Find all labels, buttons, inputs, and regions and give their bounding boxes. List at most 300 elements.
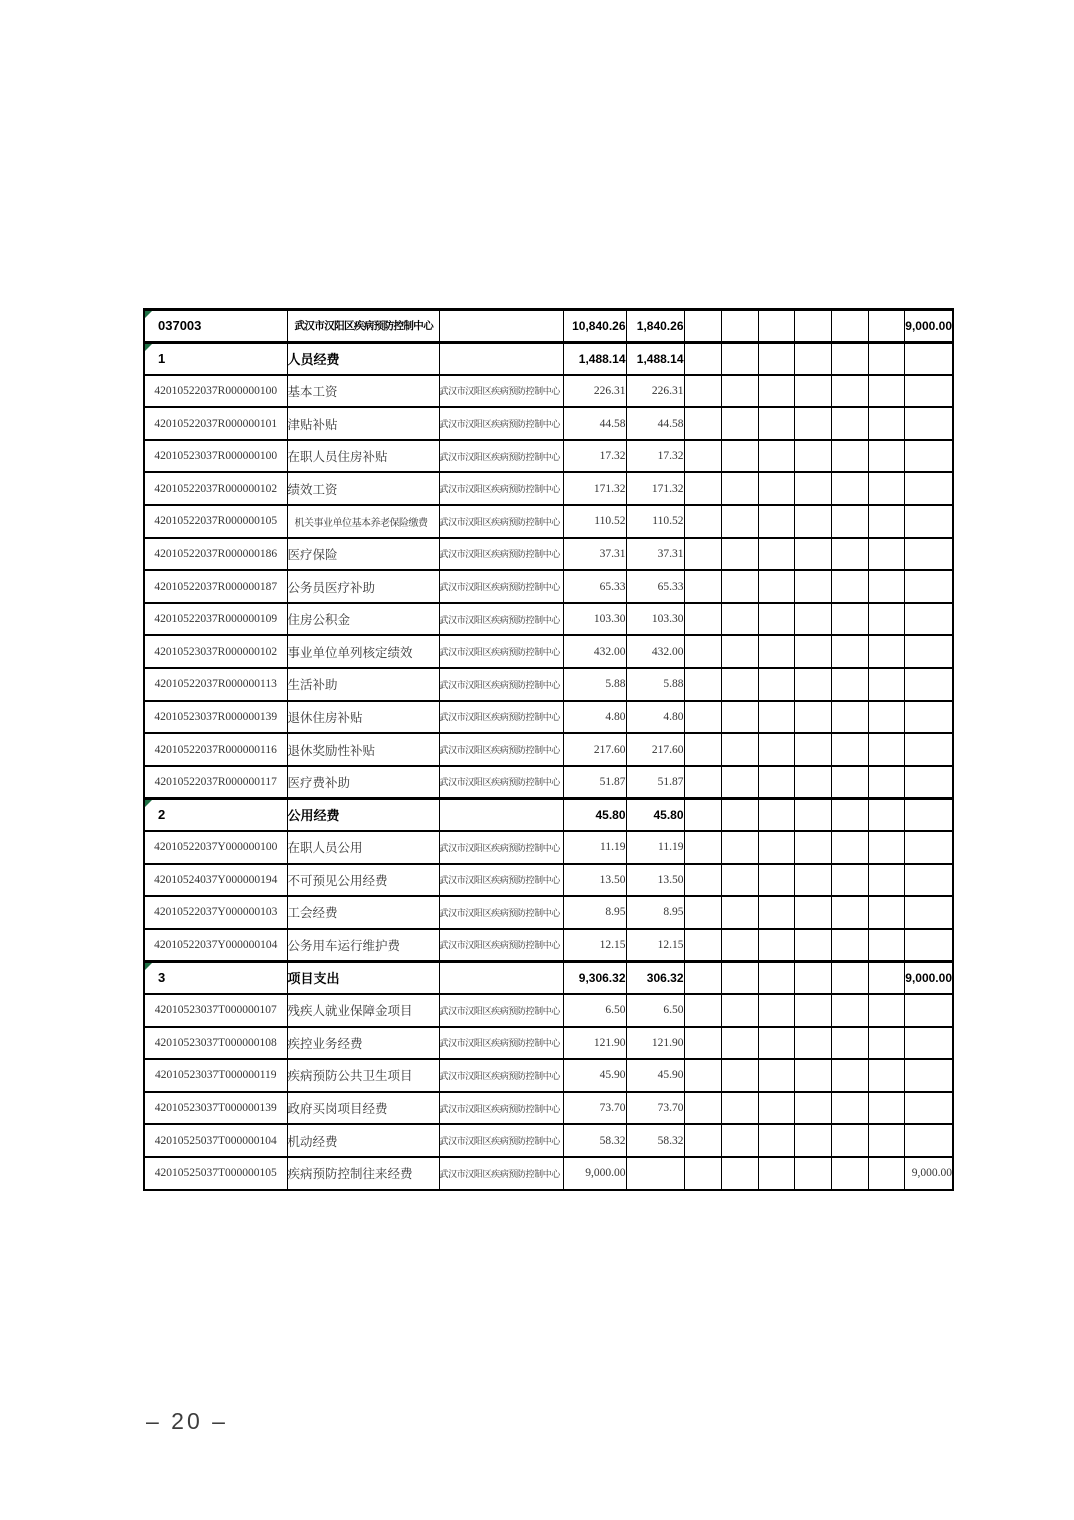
cell-amount-other	[904, 798, 953, 831]
cell-empty	[831, 929, 868, 962]
cell-empty	[794, 310, 831, 343]
cell-item-name: 退休住房补贴	[287, 701, 439, 734]
cell-empty	[868, 929, 904, 962]
cell-amount-fiscal: 12.15	[626, 929, 684, 962]
cell-empty	[868, 701, 904, 734]
cell-amount-other	[904, 766, 953, 799]
cell-amount-fiscal: 306.32	[626, 961, 684, 994]
cell-empty	[684, 929, 721, 962]
cell-empty	[684, 1092, 721, 1125]
cell-unit-name: 武汉市汉阳区疾病预防控制中心	[439, 635, 563, 668]
cell-code: 42010523037T000000108	[144, 1027, 287, 1060]
cell-empty	[794, 635, 831, 668]
cell-empty	[758, 831, 794, 864]
cell-unit-name: 武汉市汉阳区疾病预防控制中心	[439, 407, 563, 440]
detail-row	[144, 701, 953, 734]
cell-amount-other	[904, 505, 953, 538]
cell-item-name: 工会经费	[287, 896, 439, 929]
cell-empty	[794, 701, 831, 734]
cell-empty	[794, 831, 831, 864]
cell-unit-name: 武汉市汉阳区疾病预防控制中心	[439, 505, 563, 538]
detail-row	[144, 635, 953, 668]
cell-unit-name: 武汉市汉阳区疾病预防控制中心	[439, 1059, 563, 1092]
detail-row	[144, 668, 953, 701]
cell-item-name: 武汉市汉阳区疾病预防控制中心	[287, 310, 439, 343]
cell-empty	[831, 961, 868, 994]
cell-empty	[684, 505, 721, 538]
cell-code: 42010522037R000000105	[144, 505, 287, 538]
cell-empty	[758, 505, 794, 538]
cell-empty	[758, 538, 794, 571]
cell-empty	[868, 570, 904, 603]
cell-code: 42010522037R000000187	[144, 570, 287, 603]
cell-amount-fiscal: 17.32	[626, 440, 684, 473]
cell-unit-name: 武汉市汉阳区疾病预防控制中心	[439, 1124, 563, 1157]
cell-amount-total: 45.90	[563, 1059, 626, 1092]
cell-empty	[831, 1124, 868, 1157]
cell-empty	[684, 472, 721, 505]
cell-empty	[684, 668, 721, 701]
cell-amount-total: 13.50	[563, 864, 626, 897]
cell-empty	[831, 1027, 868, 1060]
cell-empty	[721, 1124, 758, 1157]
cell-empty	[758, 342, 794, 375]
cell-empty	[831, 831, 868, 864]
cell-empty	[868, 538, 904, 571]
cell-unit-name: 武汉市汉阳区疾病预防控制中心	[439, 994, 563, 1027]
cell-amount-fiscal: 4.80	[626, 701, 684, 734]
cell-empty	[684, 798, 721, 831]
cell-empty	[794, 603, 831, 636]
cell-empty	[721, 668, 758, 701]
detail-row	[144, 1059, 953, 1092]
cell-empty	[721, 1027, 758, 1060]
cell-amount-fiscal: 5.88	[626, 668, 684, 701]
cell-amount-total: 103.30	[563, 603, 626, 636]
cell-empty	[758, 375, 794, 408]
cell-empty	[868, 668, 904, 701]
cell-amount-fiscal: 1,840.26	[626, 310, 684, 343]
detail-row	[144, 375, 953, 408]
cell-empty	[684, 961, 721, 994]
cell-amount-fiscal: 45.80	[626, 798, 684, 831]
cell-amount-total: 4.80	[563, 701, 626, 734]
cell-empty	[831, 1157, 868, 1190]
page-number: – 20 –	[146, 1408, 228, 1434]
cell-amount-total: 110.52	[563, 505, 626, 538]
cell-amount-fiscal: 45.90	[626, 1059, 684, 1092]
cell-code: 42010522037R000000113	[144, 668, 287, 701]
cell-code: 42010522037R000000101	[144, 407, 287, 440]
cell-amount-total: 171.32	[563, 472, 626, 505]
cell-amount-total: 44.58	[563, 407, 626, 440]
cell-empty	[794, 342, 831, 375]
cell-empty	[721, 603, 758, 636]
cell-amount-fiscal: 51.87	[626, 766, 684, 799]
cell-code: 42010525037T000000105	[144, 1157, 287, 1190]
cell-empty	[721, 864, 758, 897]
cell-empty	[868, 603, 904, 636]
cell-amount-other	[904, 994, 953, 1027]
cell-code: 42010522037Y000000104	[144, 929, 287, 962]
cell-amount-fiscal: 44.58	[626, 407, 684, 440]
cell-empty	[831, 733, 868, 766]
cell-empty	[868, 440, 904, 473]
detail-row	[144, 896, 953, 929]
cell-amount-fiscal: 110.52	[626, 505, 684, 538]
cell-item-name: 医疗保险	[287, 538, 439, 571]
detail-row	[144, 864, 953, 897]
cell-amount-other: 9,000.00	[904, 1157, 953, 1190]
cell-item-name: 项目支出	[287, 961, 439, 994]
cell-item-name: 退休奖励性补贴	[287, 733, 439, 766]
cell-empty	[758, 1059, 794, 1092]
cell-empty	[758, 896, 794, 929]
cell-item-name: 政府买岗项目经费	[287, 1092, 439, 1125]
cell-unit-name: 武汉市汉阳区疾病预防控制中心	[439, 864, 563, 897]
cell-amount-total: 11.19	[563, 831, 626, 864]
cell-empty	[831, 603, 868, 636]
cell-code: 42010523037R000000139	[144, 701, 287, 734]
cell-empty	[794, 570, 831, 603]
cell-empty	[758, 994, 794, 1027]
cell-unit-name: 武汉市汉阳区疾病预防控制中心	[439, 1027, 563, 1060]
cell-unit-name: 武汉市汉阳区疾病预防控制中心	[439, 603, 563, 636]
cell-empty	[831, 505, 868, 538]
cell-empty	[868, 1124, 904, 1157]
cell-empty	[868, 407, 904, 440]
cell-code-flagged: 3	[144, 961, 287, 994]
cell-amount-other: 9,000.00	[904, 310, 953, 343]
cell-amount-other	[904, 1124, 953, 1157]
detail-row	[144, 1124, 953, 1157]
cell-amount-total: 432.00	[563, 635, 626, 668]
cell-empty	[758, 961, 794, 994]
cell-amount-fiscal: 432.00	[626, 635, 684, 668]
detail-row	[144, 440, 953, 473]
cell-empty	[684, 1027, 721, 1060]
cell-empty	[721, 472, 758, 505]
detail-row	[144, 1157, 953, 1190]
cell-empty	[868, 733, 904, 766]
cell-empty	[684, 994, 721, 1027]
cell-item-name: 疾病预防公共卫生项目	[287, 1059, 439, 1092]
cell-amount-other	[904, 896, 953, 929]
cell-amount-other	[904, 864, 953, 897]
cell-item-name: 事业单位单列核定绩效	[287, 635, 439, 668]
cell-amount-other	[904, 635, 953, 668]
summary-row	[144, 798, 953, 831]
cell-empty	[868, 375, 904, 408]
cell-amount-total: 45.80	[563, 798, 626, 831]
cell-amount-total: 12.15	[563, 929, 626, 962]
cell-empty	[868, 896, 904, 929]
budget-table	[143, 308, 954, 1191]
cell-empty	[794, 668, 831, 701]
cell-empty	[758, 1157, 794, 1190]
cell-empty	[758, 1027, 794, 1060]
cell-empty	[721, 831, 758, 864]
cell-amount-fiscal: 58.32	[626, 1124, 684, 1157]
cell-code: 42010522037R000000109	[144, 603, 287, 636]
cell-empty	[758, 407, 794, 440]
cell-item-name: 不可预见公用经费	[287, 864, 439, 897]
cell-amount-other	[904, 375, 953, 408]
cell-unit-name: 武汉市汉阳区疾病预防控制中心	[439, 570, 563, 603]
cell-code: 42010523037T000000107	[144, 994, 287, 1027]
cell-amount-other	[904, 733, 953, 766]
cell-empty	[721, 766, 758, 799]
cell-empty	[684, 1059, 721, 1092]
cell-empty	[831, 1059, 868, 1092]
cell-empty	[794, 1092, 831, 1125]
cell-unit-name: 武汉市汉阳区疾病预防控制中心	[439, 733, 563, 766]
cell-empty	[684, 342, 721, 375]
cell-unit-name	[439, 798, 563, 831]
cell-empty	[758, 635, 794, 668]
cell-empty	[721, 635, 758, 668]
cell-item-name: 在职人员住房补贴	[287, 440, 439, 473]
cell-item-name: 公用经费	[287, 798, 439, 831]
cell-unit-name	[439, 961, 563, 994]
cell-empty	[794, 1157, 831, 1190]
cell-empty	[758, 1124, 794, 1157]
cell-empty	[721, 310, 758, 343]
cell-empty	[868, 472, 904, 505]
cell-empty	[794, 1059, 831, 1092]
cell-code-flagged: 2	[144, 798, 287, 831]
cell-code: 42010522037R000000186	[144, 538, 287, 571]
cell-empty	[831, 896, 868, 929]
cell-amount-total: 6.50	[563, 994, 626, 1027]
cell-empty	[721, 342, 758, 375]
cell-code: 42010523037R000000102	[144, 635, 287, 668]
cell-item-name: 住房公积金	[287, 603, 439, 636]
cell-empty	[684, 635, 721, 668]
cell-empty	[684, 603, 721, 636]
cell-amount-fiscal: 121.90	[626, 1027, 684, 1060]
cell-amount-total: 58.32	[563, 1124, 626, 1157]
cell-item-name: 机关事业单位基本养老保险缴费	[287, 505, 439, 538]
cell-code-flagged: 037003	[144, 310, 287, 343]
cell-item-name: 疾病预防控制往来经费	[287, 1157, 439, 1190]
detail-row	[144, 570, 953, 603]
cell-amount-fiscal: 6.50	[626, 994, 684, 1027]
cell-empty	[721, 1059, 758, 1092]
cell-empty	[831, 766, 868, 799]
cell-empty	[868, 864, 904, 897]
cell-item-name: 人员经费	[287, 342, 439, 375]
cell-empty	[831, 994, 868, 1027]
cell-amount-total: 9,306.32	[563, 961, 626, 994]
cell-empty	[684, 733, 721, 766]
detail-row	[144, 538, 953, 571]
cell-amount-fiscal: 73.70	[626, 1092, 684, 1125]
cell-empty	[868, 798, 904, 831]
cell-amount-fiscal: 103.30	[626, 603, 684, 636]
cell-amount-fiscal: 217.60	[626, 733, 684, 766]
detail-row	[144, 472, 953, 505]
cell-empty	[721, 896, 758, 929]
cell-empty	[758, 310, 794, 343]
cell-empty	[868, 310, 904, 343]
cell-empty	[684, 375, 721, 408]
cell-empty	[868, 342, 904, 375]
cell-empty	[794, 1124, 831, 1157]
cell-code: 42010522037R000000117	[144, 766, 287, 799]
cell-item-name: 公务用车运行维护费	[287, 929, 439, 962]
cell-item-name: 疾控业务经费	[287, 1027, 439, 1060]
cell-code: 42010524037Y000000194	[144, 864, 287, 897]
cell-amount-total: 73.70	[563, 1092, 626, 1125]
cell-amount-fiscal: 8.95	[626, 896, 684, 929]
cell-unit-name: 武汉市汉阳区疾病预防控制中心	[439, 1157, 563, 1190]
cell-empty	[721, 440, 758, 473]
cell-empty	[831, 864, 868, 897]
cell-amount-total: 10,840.26	[563, 310, 626, 343]
cell-empty	[794, 375, 831, 408]
cell-empty	[721, 994, 758, 1027]
cell-unit-name: 武汉市汉阳区疾病预防控制中心	[439, 472, 563, 505]
cell-empty	[684, 831, 721, 864]
cell-empty	[868, 1157, 904, 1190]
cell-amount-total: 51.87	[563, 766, 626, 799]
cell-unit-name	[439, 310, 563, 343]
cell-empty	[794, 864, 831, 897]
cell-empty	[831, 472, 868, 505]
cell-amount-total: 65.33	[563, 570, 626, 603]
cell-empty	[831, 1092, 868, 1125]
summary-row	[144, 342, 953, 375]
cell-empty	[684, 407, 721, 440]
cell-empty	[794, 994, 831, 1027]
cell-amount-total: 17.32	[563, 440, 626, 473]
cell-empty	[758, 798, 794, 831]
detail-row	[144, 1027, 953, 1060]
cell-unit-name: 武汉市汉阳区疾病预防控制中心	[439, 896, 563, 929]
cell-amount-total: 9,000.00	[563, 1157, 626, 1190]
cell-amount-total: 37.31	[563, 538, 626, 571]
cell-amount-other	[904, 701, 953, 734]
detail-row	[144, 505, 953, 538]
cell-empty	[684, 310, 721, 343]
cell-empty	[758, 440, 794, 473]
cell-empty	[831, 538, 868, 571]
cell-amount-other	[904, 472, 953, 505]
cell-amount-other	[904, 570, 953, 603]
cell-unit-name: 武汉市汉阳区疾病预防控制中心	[439, 375, 563, 408]
cell-empty	[721, 570, 758, 603]
cell-empty	[831, 798, 868, 831]
cell-amount-other	[904, 538, 953, 571]
cell-item-name: 津贴补贴	[287, 407, 439, 440]
cell-empty	[721, 538, 758, 571]
cell-empty	[868, 505, 904, 538]
cell-empty	[684, 766, 721, 799]
cell-empty	[684, 570, 721, 603]
cell-empty	[868, 1092, 904, 1125]
cell-amount-total: 5.88	[563, 668, 626, 701]
cell-empty	[721, 929, 758, 962]
cell-empty	[868, 831, 904, 864]
cell-empty	[868, 961, 904, 994]
cell-empty	[684, 864, 721, 897]
cell-empty	[721, 701, 758, 734]
cell-empty	[794, 1027, 831, 1060]
cell-code: 42010522037Y000000103	[144, 896, 287, 929]
cell-empty	[868, 994, 904, 1027]
cell-empty	[684, 538, 721, 571]
cell-unit-name: 武汉市汉阳区疾病预防控制中心	[439, 1092, 563, 1125]
cell-empty	[794, 407, 831, 440]
cell-unit-name: 武汉市汉阳区疾病预防控制中心	[439, 668, 563, 701]
cell-empty	[758, 1092, 794, 1125]
summary-row	[144, 961, 953, 994]
cell-empty	[684, 1124, 721, 1157]
cell-unit-name: 武汉市汉阳区疾病预防控制中心	[439, 831, 563, 864]
cell-amount-total: 1,488.14	[563, 342, 626, 375]
cell-empty	[794, 896, 831, 929]
cell-empty	[794, 733, 831, 766]
cell-code-flagged: 1	[144, 342, 287, 375]
cell-item-name: 残疾人就业保障金项目	[287, 994, 439, 1027]
detail-row	[144, 766, 953, 799]
cell-empty	[721, 407, 758, 440]
cell-empty	[758, 668, 794, 701]
cell-amount-other: 9,000.00	[904, 961, 953, 994]
detail-row	[144, 994, 953, 1027]
cell-code: 42010522037Y000000100	[144, 831, 287, 864]
cell-amount-other	[904, 342, 953, 375]
cell-amount-fiscal: 226.31	[626, 375, 684, 408]
cell-empty	[758, 929, 794, 962]
cell-empty	[794, 440, 831, 473]
cell-code: 42010523037R000000100	[144, 440, 287, 473]
cell-empty	[831, 570, 868, 603]
detail-row	[144, 733, 953, 766]
cell-amount-other	[904, 1059, 953, 1092]
cell-amount-fiscal	[626, 1157, 684, 1190]
cell-empty	[831, 342, 868, 375]
cell-code: 42010522037R000000102	[144, 472, 287, 505]
budget-table-body	[144, 310, 953, 1190]
detail-row	[144, 831, 953, 864]
cell-unit-name: 武汉市汉阳区疾病预防控制中心	[439, 929, 563, 962]
cell-empty	[831, 407, 868, 440]
cell-unit-name: 武汉市汉阳区疾病预防控制中心	[439, 538, 563, 571]
cell-empty	[758, 603, 794, 636]
cell-amount-fiscal: 1,488.14	[626, 342, 684, 375]
cell-empty	[794, 505, 831, 538]
cell-amount-fiscal: 37.31	[626, 538, 684, 571]
cell-empty	[758, 701, 794, 734]
cell-item-name: 生活补助	[287, 668, 439, 701]
cell-empty	[794, 929, 831, 962]
detail-row	[144, 1092, 953, 1125]
detail-row	[144, 603, 953, 636]
cell-amount-fiscal: 171.32	[626, 472, 684, 505]
cell-item-name: 医疗费补助	[287, 766, 439, 799]
cell-item-name: 机动经费	[287, 1124, 439, 1157]
cell-empty	[831, 668, 868, 701]
detail-row	[144, 407, 953, 440]
cell-amount-other	[904, 1092, 953, 1125]
cell-empty	[868, 766, 904, 799]
cell-empty	[721, 798, 758, 831]
cell-empty	[868, 1027, 904, 1060]
cell-empty	[758, 472, 794, 505]
cell-amount-fiscal: 65.33	[626, 570, 684, 603]
